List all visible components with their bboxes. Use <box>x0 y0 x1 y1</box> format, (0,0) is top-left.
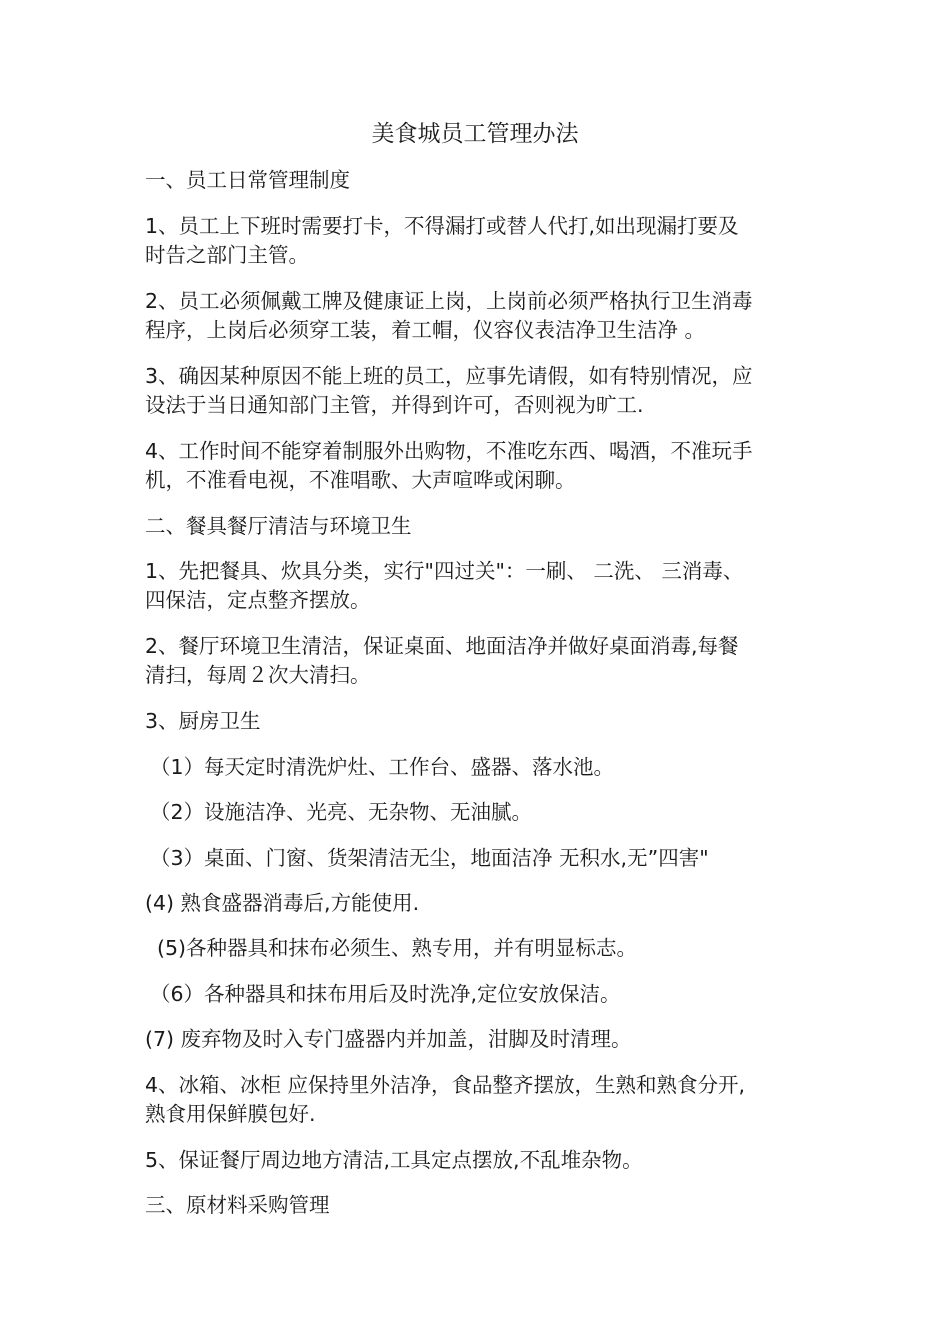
paragraph-line: 时告之部门主管。 <box>145 243 309 267</box>
paragraph-2-5: 5、保证餐厅周边地方清洁,工具定点摆放,不乱堆杂物。 <box>145 1148 643 1172</box>
paragraph-line: 设法于当日通知部门主管，并得到许可，否则视为旷工. <box>145 393 644 417</box>
paragraph-line: 2、员工必须佩戴工牌及健康证上岗，上岗前必须严格执行卫生消毒 <box>145 289 753 313</box>
kitchen-item-4: (4) 熟食盛器消毒后,方能使用. <box>145 891 420 915</box>
paragraph-line: 4、工作时间不能穿着制服外出购物，不准吃东西、喝酒，不准玩手 <box>145 439 753 463</box>
paragraph-line: 清扫，每周２次大清扫。 <box>145 663 371 687</box>
paragraph-line: 熟食用保鲜膜包好. <box>145 1102 316 1126</box>
kitchen-item-5: (5)各种器具和抹布必须生、熟专用，并有明显标志。 <box>157 936 638 960</box>
paragraph-2-4 <box>145 1071 810 1129</box>
paragraph-1-3 <box>145 362 810 420</box>
paragraph-line: 1、先把餐具、炊具分类，实行"四过关"：一刷、 二洗、 三消毒、 <box>145 559 744 583</box>
kitchen-item-1: （1）每天定时清洗炉灶、工作台、盛器、落水池。 <box>150 755 615 779</box>
kitchen-item-7: (7) 废弃物及时入专门盛器内并加盖，泔脚及时清理。 <box>145 1027 632 1051</box>
paragraph-line: 4、冰箱、冰柜 应保持里外洁净，食品整齐摆放，生熟和熟食分开, <box>145 1073 746 1097</box>
paragraph-1-2 <box>145 287 810 345</box>
section-heading-1: 一、员工日常管理制度 <box>145 168 350 192</box>
paragraph-line: 3、确因某种原因不能上班的员工，应事先请假，如有特别情况，应 <box>145 364 753 388</box>
paragraph-line: 2、餐厅环境卫生清洁，保证桌面、地面洁净并做好桌面消毒,每餐 <box>145 634 739 658</box>
paragraph-line: 四保洁，定点整齐摆放。 <box>145 588 371 612</box>
paragraph-2-2 <box>145 632 810 690</box>
page-title: 美食城员工管理办法 <box>371 121 579 147</box>
paragraph-line: 机，不准看电视，不准唱歌、大声喧哗或闲聊。 <box>145 468 576 492</box>
paragraph-line: 1、员工上下班时需要打卡，不得漏打或替人代打,如出现漏打要及 <box>145 214 739 238</box>
section-heading-3: 三、原材料采购管理 <box>145 1193 330 1217</box>
kitchen-item-3: （3）桌面、门窗、货架清洁无尘，地面洁净 无积水,无”四害" <box>150 846 709 870</box>
kitchen-item-6: （6）各种器具和抹布用后及时洗净,定位安放保洁。 <box>150 982 621 1006</box>
paragraph-2-3: 3、厨房卫生 <box>145 709 261 733</box>
kitchen-item-2: （2）设施洁净、光亮、无杂物、无油腻。 <box>150 800 533 824</box>
paragraph-line: 程序，上岗后必须穿工装，着工帽，仪容仪表洁净卫生洁净 。 <box>145 318 706 342</box>
section-heading-2: 二、餐具餐厅清洁与环境卫生 <box>145 514 412 538</box>
paragraph-1-4 <box>145 437 810 495</box>
paragraph-1-1 <box>145 212 810 270</box>
paragraph-2-1 <box>145 557 810 615</box>
